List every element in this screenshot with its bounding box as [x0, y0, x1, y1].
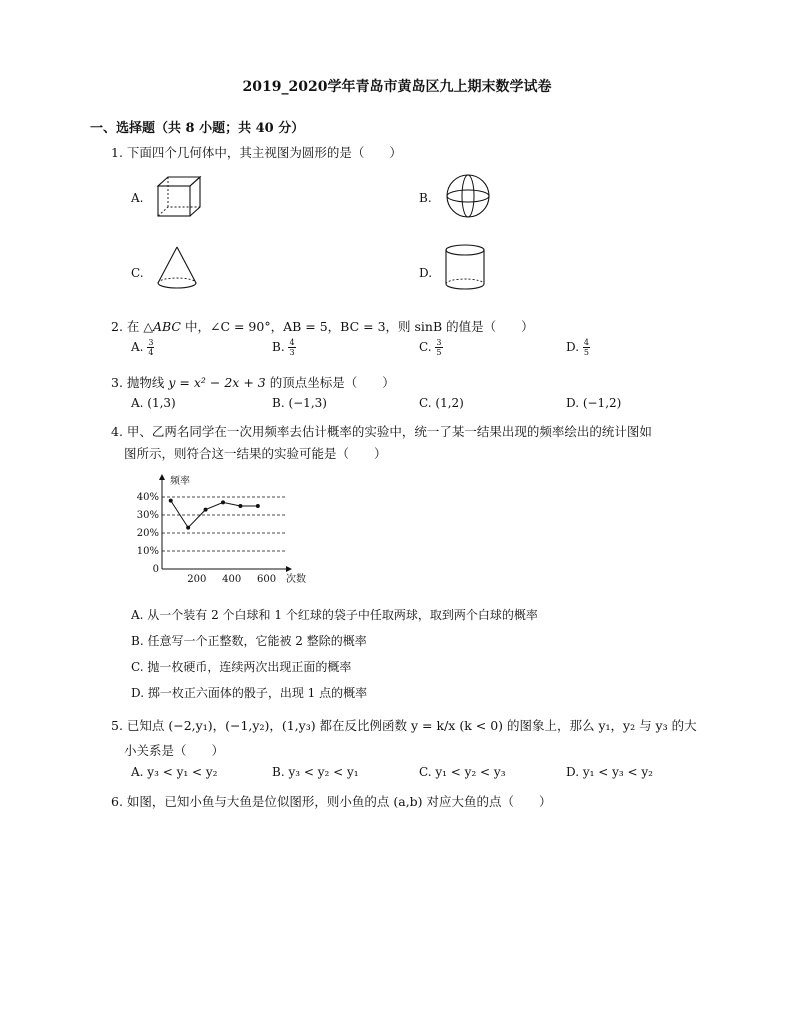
q5-option-c: C. y₁ < y₂ < y₃ — [419, 765, 506, 779]
chart-point — [204, 508, 208, 512]
q4-option-b: B. 任意写一个正整数，它能被 2 整除的概率 — [131, 634, 367, 648]
q2-triangle: △ABC — [143, 319, 181, 334]
q2-option-a-label: A. — [131, 340, 144, 354]
sphere-figure — [444, 172, 494, 220]
chart-x-tick-label: 200 — [187, 574, 207, 585]
question-4-stem-line2: 图所示，则符合这一结果的实验可能是（ ） — [124, 446, 387, 461]
q2-fraction-b-num: 4 — [289, 338, 295, 347]
chart-series-line — [171, 501, 258, 528]
q2-option-a — [131, 338, 154, 357]
page-title: 2019_2020学年青岛市黄岛区九上期末数学试卷 — [242, 79, 552, 95]
q3-option-a: A. (1,3) — [131, 396, 176, 410]
q3-stem-pre: 3. 抛物线 — [111, 375, 169, 390]
q2-fraction-d-den: 5 — [583, 348, 589, 357]
chart-point — [256, 504, 260, 508]
cone-figure — [154, 244, 202, 292]
cylinder-figure — [443, 242, 489, 294]
chart-x-tick-label: 600 — [257, 574, 277, 585]
chart-y-tick-label: 20% — [136, 528, 159, 539]
q2-stem-body: 中，∠C = 90°，AB = 5，BC = 3，则 sinB 的值是（ ） — [181, 319, 534, 334]
chart-axes — [159, 474, 292, 572]
q2-option-d-label: D. — [566, 340, 580, 354]
question-5-stem-line1: 5. 已知点 (−2,y₁)，(−1,y₂)，(1,y₃) 都在反比例函数 y = k/x (k < 0) 的图象上，那么 y₁，y₂ 与 y₃ 的大 — [111, 718, 697, 733]
q5-option-d: D. y₁ < y₃ < y₂ — [566, 765, 653, 779]
section-heading: 一、选择题（共 8 小题；共 40 分） — [90, 121, 305, 136]
q2-option-c-label: C. — [419, 340, 432, 354]
q4-option-c: C. 抛一枚硬币，连续两次出现正面的概率 — [131, 660, 352, 674]
q2-option-b — [272, 338, 296, 357]
chart-grid — [162, 497, 286, 551]
chart-y-tick-label: 40% — [136, 492, 159, 503]
question-6-stem: 6. 如图，已知小鱼与大鱼是位似图形，则小鱼的点 (a,b) 对应大鱼的点（ ） — [111, 794, 552, 809]
q2-fraction-a-num: 3 — [148, 338, 154, 347]
chart-y-tick-label: 30% — [136, 510, 159, 521]
q1-option-d-label: D. — [419, 266, 433, 280]
q2-fraction-d-num: 4 — [583, 338, 589, 347]
q2-stem-pre: 2. 在 — [111, 319, 144, 334]
chart-y-tick-label: 0 — [152, 564, 159, 575]
q5-option-b: B. y₃ < y₂ < y₁ — [272, 765, 359, 779]
chart-ylabel: 频率 — [170, 476, 190, 487]
chart-y-tick-label: 10% — [136, 546, 159, 557]
q2-fraction-a-den: 4 — [148, 348, 154, 357]
q2-fraction-c — [435, 338, 442, 357]
q2-fraction-d — [583, 338, 590, 357]
q2-fraction-c-den: 5 — [436, 348, 442, 357]
q3-stem-post: 的顶点坐标是（ ） — [265, 375, 395, 390]
chart-point — [169, 499, 173, 503]
q2-option-b-label: B. — [272, 340, 285, 354]
chart-point — [221, 500, 225, 504]
q3-option-d: D. (−1,2) — [566, 396, 622, 410]
q3-option-c: C. (1,2) — [419, 396, 464, 410]
question-1-stem: 1. 下面四个几何体中，其主视图为圆形的是（ ） — [111, 145, 402, 160]
q1-option-c-label: C. — [131, 266, 144, 280]
q2-option-c — [419, 338, 443, 357]
q4-option-d: D. 掷一枚正六面体的骰子，出现 1 点的概率 — [131, 686, 368, 700]
frequency-chart — [132, 470, 322, 588]
chart-y-ticks — [137, 492, 159, 575]
q2-fraction-c-num: 3 — [436, 338, 442, 347]
question-4-stem-line1: 4. 甲、乙两名同学在一次用频率去估计概率的实验中，统一了某一结果出现的频率绘出的统计图如 — [111, 424, 652, 439]
chart-x-ticks — [187, 574, 276, 585]
chart-point — [238, 504, 242, 508]
q2-fraction-a — [147, 338, 154, 357]
chart-x-axis-arrow — [286, 566, 292, 572]
q3-option-b: B. (−1,3) — [272, 396, 327, 410]
chart-points — [169, 499, 260, 530]
chart-y-axis-arrow — [159, 474, 165, 480]
cube-figure — [154, 174, 204, 220]
q4-option-a: A. 从一个装有 2 个白球和 1 个红球的袋子中任取两球，取到两个白球的概率 — [131, 608, 538, 622]
question-2-stem — [111, 317, 534, 335]
q2-option-d — [566, 338, 590, 357]
q5-option-a: A. y₃ < y₁ < y₂ — [131, 765, 218, 779]
q3-equation: y = x² − 2x + 3 — [168, 375, 266, 390]
chart-x-tick-label: 400 — [222, 574, 242, 585]
question-3-stem — [111, 373, 395, 391]
q2-fraction-b-den: 3 — [289, 348, 295, 357]
chart-xlabel: 次数 — [286, 574, 306, 585]
chart-point — [186, 526, 190, 530]
question-5-stem-line2: 小关系是（ ） — [124, 743, 225, 758]
q2-fraction-b — [288, 338, 295, 357]
q1-option-a-label: A. — [131, 191, 144, 205]
q1-option-b-label: B. — [419, 191, 432, 205]
